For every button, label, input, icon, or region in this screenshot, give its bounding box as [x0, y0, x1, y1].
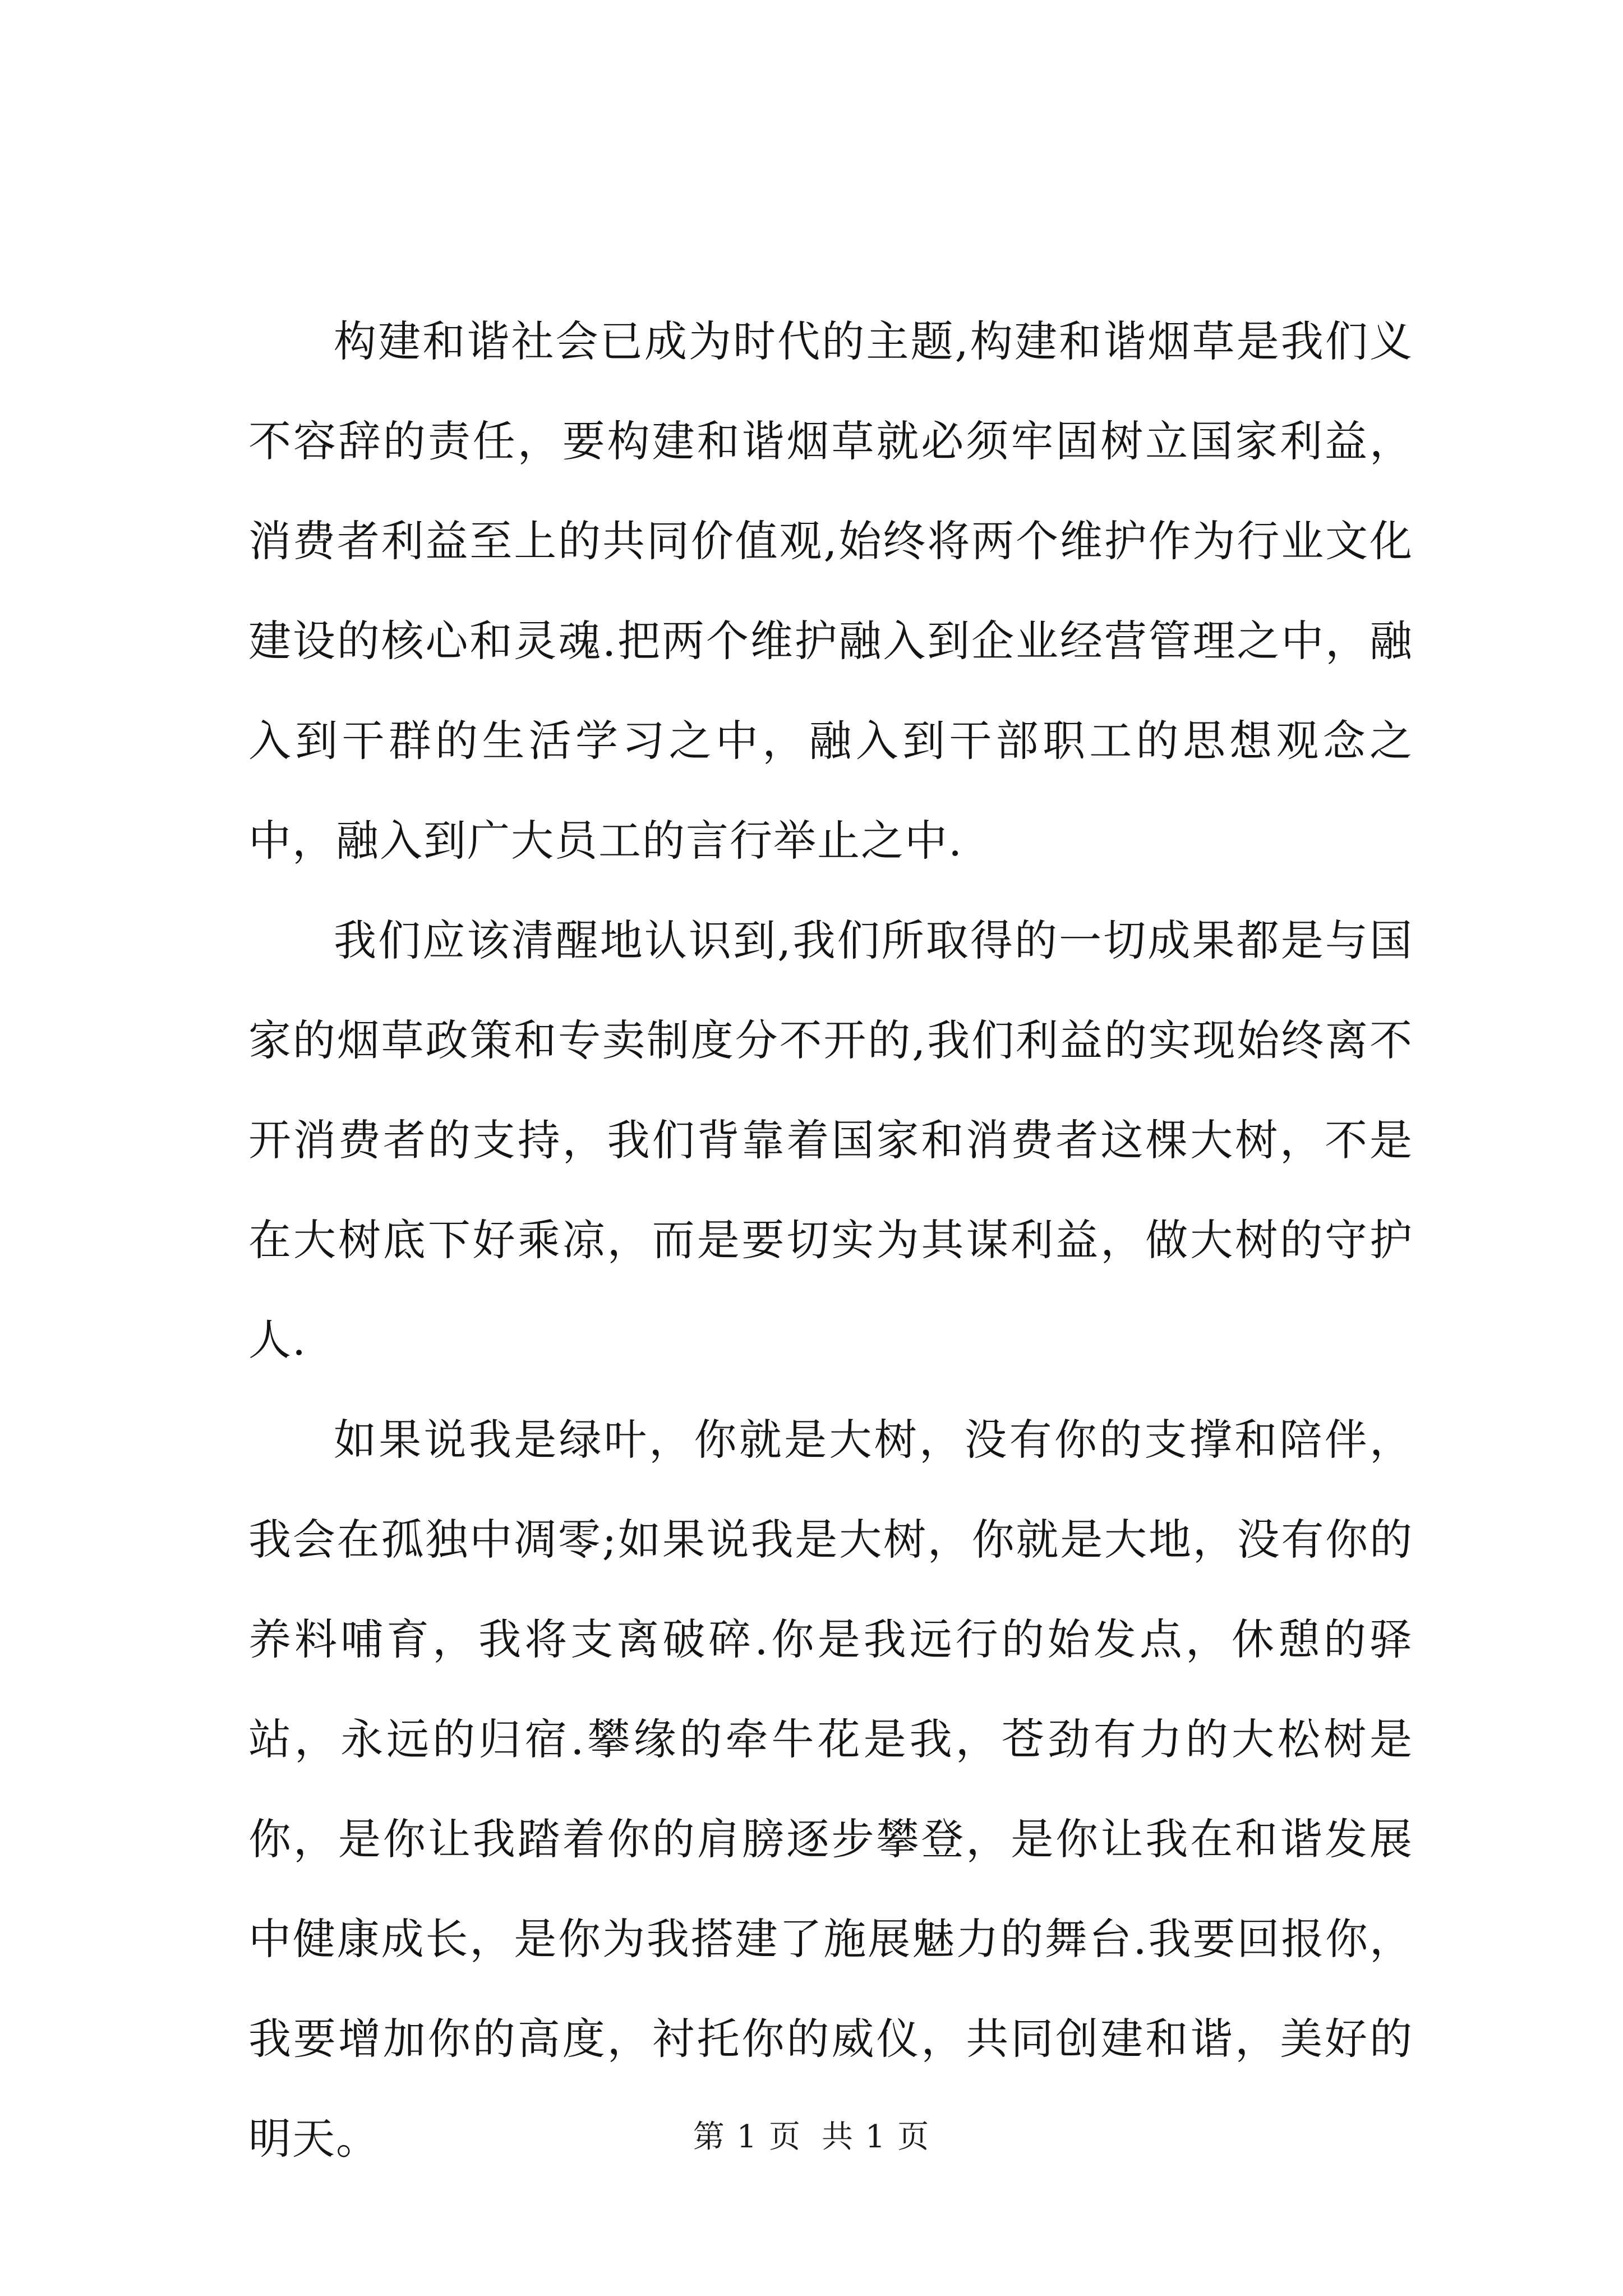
paragraph-1: 构建和谐社会已成为时代的主题,构建和谐烟草是我们义不容辞的责任，要构建和谐烟草就必须牢固树立国家利益，消费者利益至上的共同价值观,始终将两个维护作为行业文化建设的核心和灵魂.把两个维护融入到企业经营管理之中，融入到干群的生活学习之中，融入到干部职工的思想观念之中，融入到广大员工的言行举止之中.: [248, 316, 1413, 866]
page-footer: [0, 2112, 1623, 2157]
paragraph-2: 我们应该清醒地认识到,我们所取得的一切成果都是与国家的烟草政策和专卖制度分不开的,我们利益的实现始终离不开消费者的支持，我们背靠着国家和消费者这棵大树，不是在大树底下好乘凉，而是要切实为其谋利益，做大树的守护人.: [248, 915, 1413, 1365]
document-body: [248, 292, 1413, 2189]
paragraph-3: 如果说我是绿叶，你就是大树，没有你的支撑和陪伴，我会在孤独中凋零;如果说我是大树，你就是大地，没有你的养料哺育，我将支离破碎.你是我远行的始发点，休憩的驿站，永远的归宿.攀缘的牵牛花是我，苍劲有力的大松树是你，是你让我踏着你的肩膀逐步攀登，是你让我在和谐发展中健康成长，是你为我搭建了施展魅力的舞台.我要回报你，我要增加你的高度，衬托你的威仪，共同创建和谐，美好的明天。: [248, 1415, 1413, 2164]
page-total: 共 1 页: [822, 2119, 930, 2155]
page-number: 第 1 页: [693, 2119, 801, 2155]
